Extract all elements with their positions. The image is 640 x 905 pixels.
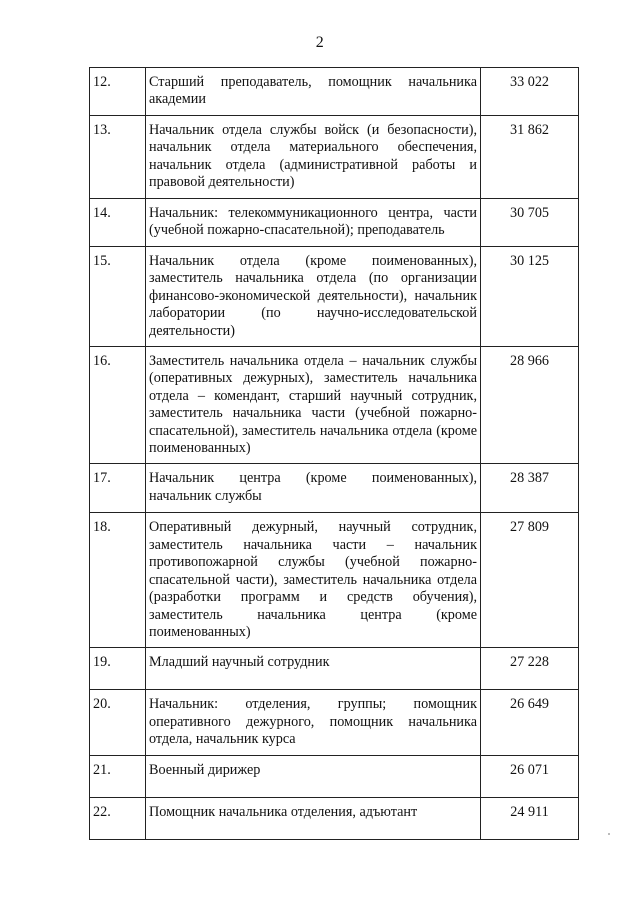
salary-amount: 31 862 <box>481 116 579 199</box>
row-number: 20. <box>90 690 146 755</box>
salary-amount: 30 125 <box>481 247 579 347</box>
salary-amount: 27 228 <box>481 648 579 690</box>
position-title: Заместитель начальника отдела – начальник службы (оперативных дежурных), заместитель начальника отдела – комендант, старший научный сотрудник, заместитель начальника части (учебной пожарно-спасательной), заместитель начальника отдела (кроме поименованных) <box>146 347 481 464</box>
row-number: 19. <box>90 648 146 690</box>
table-row <box>90 690 579 755</box>
table-row <box>90 797 579 839</box>
table-row <box>90 68 579 116</box>
salary-amount: 28 387 <box>481 464 579 513</box>
table-row <box>90 199 579 247</box>
salary-amount: 27 809 <box>481 513 579 648</box>
row-number: 22. <box>90 797 146 839</box>
position-title: Младший научный сотрудник <box>146 648 481 690</box>
salary-amount: 26 649 <box>481 690 579 755</box>
position-title: Начальник: телекоммуникационного центра, части (учебной пожарно-спасательной); преподаватель <box>146 199 481 247</box>
row-number: 13. <box>90 116 146 199</box>
page-number: 2 <box>315 34 325 51</box>
salary-amount: 30 705 <box>481 199 579 247</box>
salary-amount: 26 071 <box>481 755 579 797</box>
position-title: Помощник начальника отделения, адъютант <box>146 797 481 839</box>
row-number: 16. <box>90 347 146 464</box>
table-row <box>90 755 579 797</box>
table-row <box>90 464 579 513</box>
salary-amount: 33 022 <box>481 68 579 116</box>
position-title: Военный дирижер <box>146 755 481 797</box>
salary-amount: 24 911 <box>481 797 579 839</box>
position-title: Начальник отдела службы войск (и безопасности), начальник отдела материального обеспечения, начальник отдела (административной работы и правовой деятельности) <box>146 116 481 199</box>
table-row <box>90 513 579 648</box>
row-number: 12. <box>90 68 146 116</box>
position-title: Старший преподаватель, помощник начальника академии <box>146 68 481 116</box>
salary-table <box>89 67 579 840</box>
position-title: Начальник отдела (кроме поименованных), заместитель начальника отдела (по организации финансово-экономической деятельности), начальник лаборатории (по научно-исследовательской деятельности) <box>146 247 481 347</box>
row-number: 18. <box>90 513 146 648</box>
table-row <box>90 247 579 347</box>
table-row <box>90 347 579 464</box>
table-row <box>90 116 579 199</box>
row-number: 15. <box>90 247 146 347</box>
scan-speck <box>608 833 610 835</box>
position-title: Начальник центра (кроме поименованных), начальник службы <box>146 464 481 513</box>
salary-amount: 28 966 <box>481 347 579 464</box>
row-number: 14. <box>90 199 146 247</box>
table-row <box>90 648 579 690</box>
row-number: 17. <box>90 464 146 513</box>
position-title: Начальник: отделения, группы; помощник оперативного дежурного, помощник начальника отдела, начальник курса <box>146 690 481 755</box>
row-number: 21. <box>90 755 146 797</box>
position-title: Оперативный дежурный, научный сотрудник, заместитель начальника части – начальник противопожарной службы (учебной пожарно-спасательной части), заместитель начальника отдела (разработки программ и средств обучения), заместитель начальника центра (кроме поименованных) <box>146 513 481 648</box>
